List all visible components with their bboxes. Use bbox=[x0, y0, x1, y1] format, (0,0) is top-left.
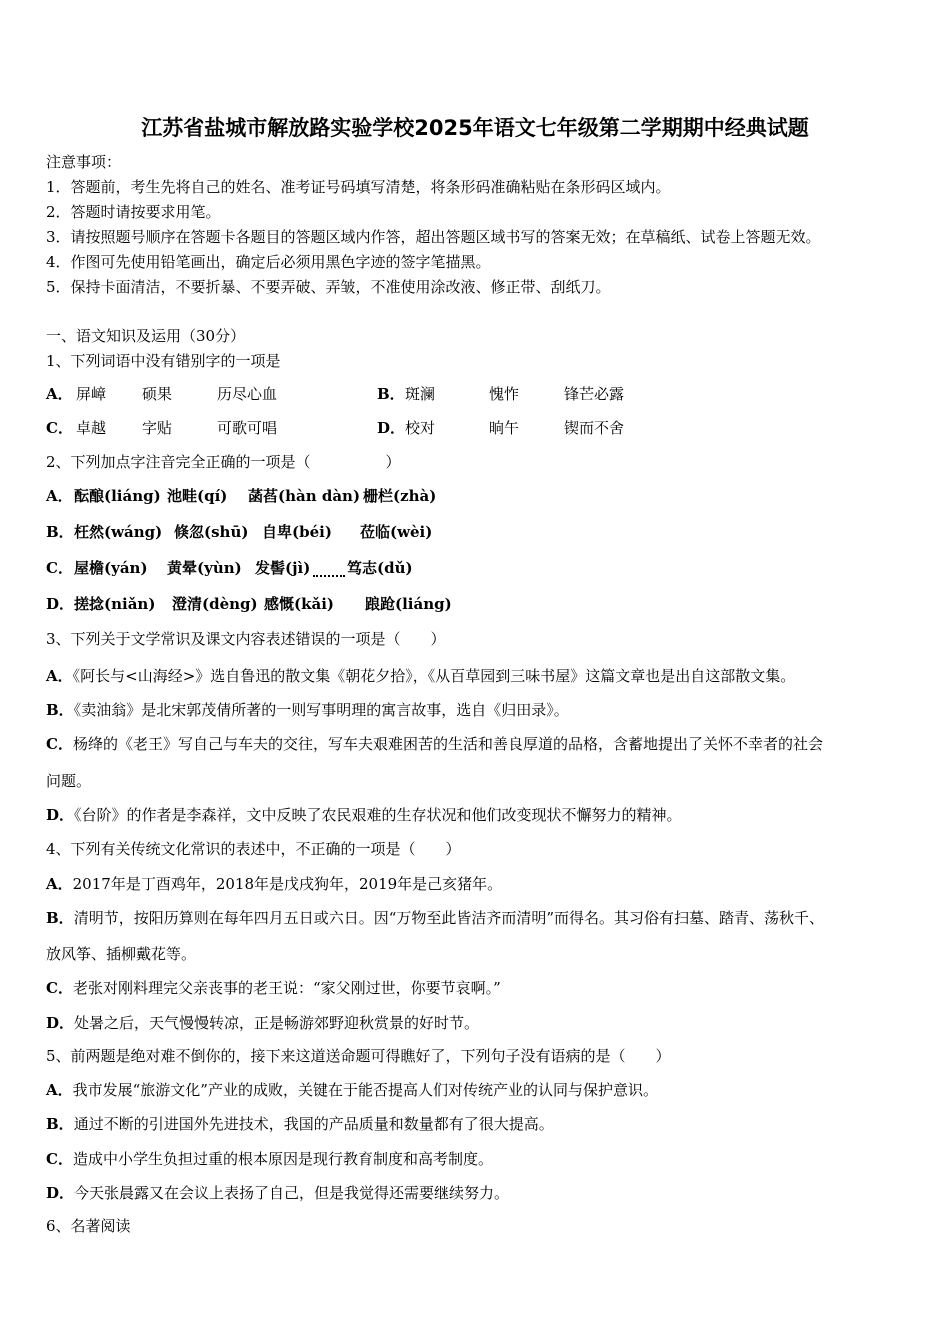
q4-option-b: B．清明节，按阳历算则在每年四月五日或六日。因“万物至此皆洁齐而清明”而得名。其习俗有扫墓、踏青、荡秋千、 bbox=[46, 909, 825, 927]
q1-option-d-word: 校对 bbox=[405, 419, 436, 437]
option-letter: A． bbox=[46, 667, 73, 685]
q4-option-d: D．处暑之后，天气慢慢转凉，正是畅游郊野迎秋赏景的好时节。 bbox=[46, 1014, 480, 1032]
q2-option-c-word: 笃志(dǔ) bbox=[347, 559, 413, 577]
q2-option-b-word: 倏忽(shū) bbox=[174, 523, 249, 541]
q2-option-b-word: 莅临(wèi) bbox=[360, 523, 433, 541]
question-1-stem: 1、下列词语中没有错别字的一项是 bbox=[46, 352, 281, 370]
q1-option-c-label: C． bbox=[46, 419, 73, 437]
option-letter: D． bbox=[46, 806, 75, 824]
option-letter: C． bbox=[46, 1150, 73, 1168]
q2-option-d-word: 感慨(kǎi) bbox=[264, 595, 335, 613]
q3-option-a: A．《阿长与<山海经>》选自鲁迅的散文集《朝花夕拾》，《从百草园到三味书屋》这篇文章也是出自这部散文集。 bbox=[46, 667, 796, 685]
option-letter: B． bbox=[46, 701, 74, 719]
q3-option-c: C．杨绛的《老王》写自己与车夫的交往，写车夫艰难困苦的生活和善良厚道的品格，含蓄地提出了关怀不幸者的社会 bbox=[46, 735, 823, 753]
q2-option-c-word: 屋檐(yán) bbox=[74, 559, 148, 577]
q2-option-b-word: 自卑(béi) bbox=[262, 523, 332, 541]
question-4-stem: 4、下列有关传统文化常识的表述中，不正确的一项是（ ） bbox=[46, 840, 461, 858]
q2-option-d-word: 搓捻(niǎn) bbox=[74, 595, 156, 613]
q2-option-c-label: C． bbox=[46, 559, 73, 577]
option-letter: B． bbox=[46, 909, 74, 927]
q1-option-d-word: 晌午 bbox=[489, 419, 520, 437]
q4-option-c: C．老张对刚料理完父亲丧事的老王说：“家父刚过世，你要节哀啊。” bbox=[46, 979, 501, 997]
q5-option-b: B．通过不断的引进国外先进技术，我国的产品质量和数量都有了很大提高。 bbox=[46, 1115, 554, 1133]
q2-option-a-word: 菡萏(hàn dàn) bbox=[248, 487, 361, 505]
notice-item: 2．答题时请按要求用笔。 bbox=[46, 203, 221, 221]
page-title: 江苏省盐城市解放路实验学校2025年语文七年级第二学期期中经典试题 bbox=[141, 116, 809, 140]
q5-option-c: C．造成中小学生负担过重的根本原因是现行教育制度和高考制度。 bbox=[46, 1150, 493, 1168]
option-letter: A． bbox=[46, 1081, 73, 1099]
q1-option-c-word: 可歌可唱 bbox=[217, 419, 278, 437]
notice-item: 3．请按照题号顺序在答题卡各题目的答题区域内作答，超出答题区域书写的答案无效；在草稿纸、试卷上答题无效。 bbox=[46, 228, 821, 246]
option-letter: D． bbox=[46, 1014, 75, 1032]
q1-option-a-label: A． bbox=[46, 385, 73, 403]
q1-option-a-word: 屏嶂 bbox=[76, 385, 107, 403]
option-letter: D． bbox=[46, 1184, 75, 1202]
q4-option-a: A．2017年是丁酉鸡年，2018年是戊戌狗年，2019年是己亥猪年。 bbox=[46, 875, 503, 893]
notice-item: 1．答题前，考生先将自己的姓名、准考证号码填写清楚，将条形码准确粘贴在条形码区域内。 bbox=[46, 178, 671, 196]
q1-option-d-label: D． bbox=[377, 419, 406, 437]
q1-option-b-word: 愧怍 bbox=[489, 385, 520, 403]
q2-option-c-word: 发髻(jì) bbox=[255, 559, 311, 577]
q1-option-b-word: 锋芒必露 bbox=[564, 385, 625, 403]
question-6-stem: 6、名著阅读 bbox=[46, 1217, 131, 1235]
q3-option-d: D．《台阶》的作者是李森祥，文中反映了农民艰难的生存状况和他们改变现状不懈努力的精神。 bbox=[46, 806, 682, 824]
q1-option-a-word: 硕果 bbox=[142, 385, 173, 403]
q3-option-c-cont: 问题。 bbox=[46, 772, 92, 790]
q4-option-b-cont: 放风筝、插柳戴花等。 bbox=[46, 945, 197, 963]
q5-option-d: D．今天张晨露又在会议上表扬了自己，但是我觉得还需要继续努力。 bbox=[46, 1184, 510, 1202]
emphasis-dots bbox=[313, 575, 345, 577]
question-2-stem: 2、下列加点字注音完全正确的一项是（ ） bbox=[46, 453, 401, 471]
section-heading: 一、语文知识及运用（30分） bbox=[46, 327, 246, 345]
q2-option-a-label: A． bbox=[46, 487, 73, 505]
question-3-stem: 3、下列关于文学常识及课文内容表述错误的一项是（ ） bbox=[46, 630, 446, 648]
q3-option-b: B．《卖油翁》是北宋郭茂倩所著的一则写事明理的寓言故事，选自《归田录》。 bbox=[46, 701, 569, 719]
notice-item: 5．保持卡面清洁，不要折暴、不要弄破、弄皱，不准使用涂改液、修正带、刮纸刀。 bbox=[46, 278, 611, 296]
q1-option-b-label: B． bbox=[377, 385, 405, 403]
q2-option-a-word: 池畦(qí) bbox=[167, 487, 228, 505]
q2-option-d-word: 澄清(dèng) bbox=[172, 595, 258, 613]
q1-option-c-word: 卓越 bbox=[76, 419, 107, 437]
q1-option-a-word: 历尽心血 bbox=[217, 385, 278, 403]
q1-option-b-word: 斑澜 bbox=[405, 385, 436, 403]
option-letter: B． bbox=[46, 1115, 74, 1133]
option-letter: C． bbox=[46, 735, 73, 753]
option-letter: C． bbox=[46, 979, 73, 997]
notice-heading: 注意事项： bbox=[46, 153, 122, 171]
q1-option-c-word: 字贴 bbox=[142, 419, 173, 437]
q2-option-b-word: 枉然(wáng) bbox=[74, 523, 163, 541]
q2-option-d-label: D． bbox=[46, 595, 75, 613]
q1-option-d-word: 锲而不舍 bbox=[564, 419, 625, 437]
notice-item: 4．作图可先使用铅笔画出，确定后必须用黑色字迹的签字笔描黑。 bbox=[46, 253, 491, 271]
option-letter: A． bbox=[46, 875, 73, 893]
q2-option-c-word: 黄晕(yùn) bbox=[167, 559, 242, 577]
q2-option-b-label: B． bbox=[46, 523, 74, 541]
q2-option-d-word: 踉跄(liáng) bbox=[365, 595, 452, 613]
q5-option-a: A．我市发展“旅游文化”产业的成败，关键在于能否提高人们对传统产业的认同与保护意识。 bbox=[46, 1081, 658, 1099]
q2-option-a-word: 栅栏(zhà) bbox=[363, 487, 437, 505]
q2-option-a-word: 酝酿(liáng) bbox=[74, 487, 161, 505]
question-5-stem: 5、前两题是绝对难不倒你的，接下来这道送命题可得瞧好了，下列句子没有语病的是（ ） bbox=[46, 1047, 671, 1065]
